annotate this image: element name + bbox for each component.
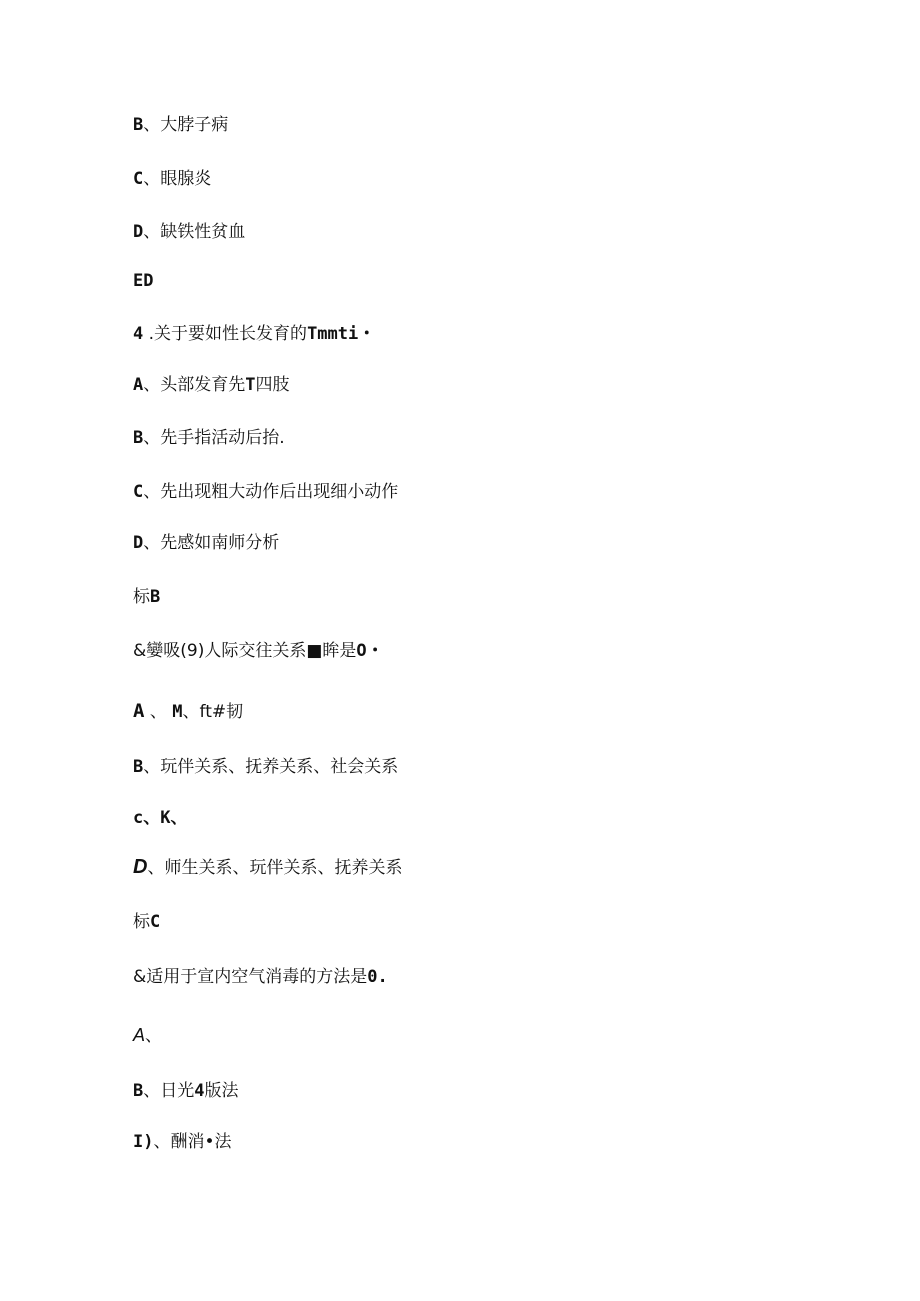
option-text: 、眼腺炎 — [143, 169, 212, 189]
option-text: 、玩伴关系、抚养关系、社会关系 — [143, 757, 399, 777]
option-text: 、先手指活动后抬. — [143, 428, 285, 448]
question-tail: Tmmti・ — [307, 324, 376, 344]
option-d-line — [133, 1131, 232, 1153]
option-text-tail: 四肢 — [255, 375, 290, 395]
option-d-line — [133, 856, 402, 879]
option-b-line — [133, 756, 398, 778]
question-tail: 0. — [367, 967, 388, 987]
option-letter: D — [133, 856, 148, 878]
option-text: 、先感如南师分析 — [143, 533, 280, 553]
option-a-line — [133, 1024, 162, 1047]
option-letter: A — [133, 1025, 146, 1045]
option-letter: B — [133, 757, 144, 777]
option-text-number: 4 — [194, 1081, 205, 1101]
option-text: 、头部发育先 — [143, 375, 246, 395]
option-c-line — [133, 481, 398, 503]
option-letter: D — [133, 222, 144, 242]
option-d-line — [133, 532, 279, 554]
question-text: &孌吸(9)人际交往关系■眸是 — [133, 641, 357, 661]
option-letter: C — [133, 169, 144, 189]
option-text: 、大脖子病 — [143, 115, 229, 135]
option-a-line — [133, 700, 243, 723]
option-b-line — [133, 427, 285, 449]
option-separator: 、 — [144, 702, 173, 722]
option-b-line — [133, 114, 228, 136]
question-tail: O・ — [356, 641, 384, 661]
option-letter: I) — [133, 1132, 154, 1152]
question-line — [133, 966, 388, 988]
option-letter: A — [133, 700, 145, 722]
option-text: 、酬消•法 — [153, 1132, 232, 1152]
option-a-line — [133, 374, 290, 396]
option-text-tail: 版法 — [204, 1081, 239, 1101]
option-letter: D — [133, 533, 144, 553]
option-b-line — [133, 1080, 239, 1102]
option-letter: B — [133, 115, 144, 135]
answer-line — [133, 586, 160, 608]
option-c-line: c、K、 — [133, 808, 188, 828]
question-text: .关于要如性长发育的 — [143, 324, 308, 344]
answer-line: ED — [133, 271, 154, 291]
option-text: 、ft#韧 — [182, 702, 244, 722]
option-text: 、先出现粗大动作后出现细小动作 — [143, 482, 399, 502]
answer-letter: C — [150, 912, 161, 932]
option-text: 、师生关系、玩伴关系、抚养关系 — [147, 858, 403, 878]
option-d-line — [133, 221, 245, 243]
option-text: 、日光 — [143, 1081, 195, 1101]
question-line — [133, 640, 384, 662]
option-text: 、 — [145, 1026, 163, 1046]
answer-label: 标 — [133, 587, 150, 607]
answer-label: 标 — [133, 912, 150, 932]
option-text-latin: M — [172, 702, 183, 722]
answer-letter: B — [150, 587, 161, 607]
answer-line — [133, 911, 160, 933]
option-letter: B — [133, 1081, 144, 1101]
option-text-latin: T — [245, 375, 256, 395]
option-letter: B — [133, 428, 144, 448]
option-c-line — [133, 168, 211, 190]
question-number: 4 — [133, 324, 144, 344]
option-letter: A — [133, 375, 144, 395]
question-4-line — [133, 323, 375, 345]
option-letter: C — [133, 482, 144, 502]
question-text: &适用于宣内空气消毒的方法是 — [133, 967, 368, 987]
option-text: 、缺铁性贫血 — [143, 222, 246, 242]
